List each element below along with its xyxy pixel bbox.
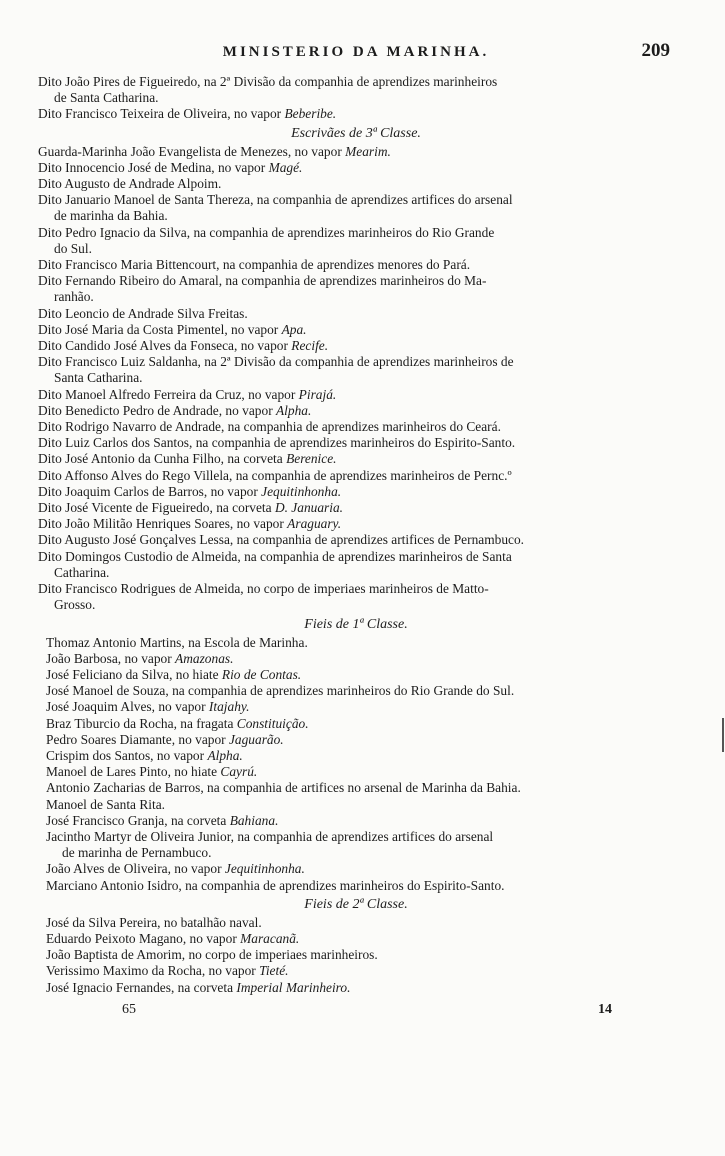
- entry-text: Santa Catharina.: [54, 370, 143, 386]
- vessel-name: Beberibe.: [284, 106, 337, 122]
- vessel-name: Apa.: [281, 321, 307, 337]
- entry-line: [38, 338, 674, 354]
- entry-text: Catharina.: [54, 564, 110, 580]
- page-number: 209: [641, 40, 670, 61]
- entry-line: [38, 419, 674, 435]
- vessel-name: Pirajá.: [298, 386, 337, 402]
- entry-text: Dito Domingos Custodio de Almeida, na companhia de aprendizes marinheiros de Santa: [38, 548, 512, 564]
- entry-continuation: [38, 208, 674, 224]
- entry-text: do Sul.: [54, 240, 92, 256]
- entry-text: Dito Benedicto Pedro de Andrade, no vapor: [38, 402, 276, 418]
- entry-text: Marciano Antonio Isidro, na companhia de aprendizes marinheiros do Espirito-Santo.: [46, 877, 505, 893]
- signature-mark: 65: [122, 1001, 136, 1017]
- entry-text: de marinha de Pernambuco.: [62, 845, 212, 861]
- entry-text: José Francisco Granja, na corveta: [46, 812, 230, 828]
- list-block-fieis-2: [38, 915, 674, 996]
- vessel-name: Alpha.: [276, 402, 312, 418]
- entry-line: [38, 160, 674, 176]
- entry-text: Dito João Militão Henriques Soares, no vapor: [38, 516, 288, 532]
- entry-text: Eduardo Peixoto Magano, no vapor: [46, 930, 241, 946]
- vessel-name: Jaguarão.: [228, 731, 284, 747]
- document-page: [38, 40, 674, 1024]
- entry-text: Grosso.: [54, 597, 96, 613]
- entry-text: Jacintho Martyr de Oliveira Junior, na companhia de aprendizes artifices do arsenal: [46, 828, 494, 844]
- vessel-name: Jequitinhonha.: [224, 861, 305, 877]
- entry-text: Antonio Zacharias de Barros, na companhia de artifices no arsenal de Marinha da Bahia.: [46, 780, 521, 796]
- entry-text: Guarda-Marinha João Evangelista de Menezes, no vapor: [38, 143, 346, 159]
- entry-text: Dito Leoncio de Andrade Silva Freitas.: [38, 305, 248, 321]
- entry-text: José Joaquim Alves, no vapor: [46, 699, 209, 715]
- entry-text: ranhão.: [54, 289, 94, 305]
- entry-line: [46, 764, 674, 780]
- entry-text: Dito Francisco Luiz Saldanha, na 2ª Divisão da companhia de aprendizes marinheiros de: [38, 354, 514, 370]
- vessel-name: Berenice.: [286, 451, 337, 467]
- entry-line: [38, 257, 674, 273]
- entry-text: João Alves de Oliveira, no vapor: [46, 861, 225, 877]
- entry-text: João Barbosa, no vapor: [46, 650, 176, 666]
- entry-line: [38, 273, 674, 289]
- entry-text: Dito Candido José Alves da Fonseca, no vapor: [38, 338, 292, 354]
- entry-line: [38, 516, 674, 532]
- entry-text: de marinha da Bahia.: [54, 208, 168, 224]
- entry-text: Dito Francisco Teixeira de Oliveira, no vapor: [38, 106, 285, 122]
- entry-text: Crispim dos Santos, no vapor: [46, 747, 208, 763]
- entry-line: [46, 667, 674, 683]
- entry-line: [46, 748, 674, 764]
- list-block-1: [38, 74, 674, 123]
- entry-text: Dito Innocencio José de Medina, no vapor: [38, 159, 269, 175]
- entry-continuation: [38, 289, 674, 305]
- vessel-name: D. Januaria.: [274, 500, 344, 516]
- vessel-name: Tieté.: [259, 963, 289, 979]
- entry-continuation: [38, 597, 674, 613]
- entry-line: [38, 468, 674, 484]
- entry-line: [38, 354, 674, 370]
- entry-text: Dito Francisco Rodrigues de Almeida, no corpo de imperiaes marinheiros de Matto-: [38, 581, 489, 597]
- vessel-name: Itajahy.: [208, 699, 250, 715]
- entry-line: [46, 963, 674, 979]
- entry-text: Dito Pedro Ignacio da Silva, na companhia de aprendizes marinheiros do Rio Grande: [38, 224, 495, 240]
- entry-line: [38, 106, 674, 122]
- entry-text: José da Silva Pereira, no batalhão naval.: [46, 914, 262, 930]
- entry-text: Dito João Pires de Figueiredo, na 2ª Divisão da companhia de aprendizes marinheiros: [38, 74, 498, 89]
- entry-text: de Santa Catharina.: [54, 90, 159, 106]
- entry-text: João Baptista de Amorim, no corpo de imperiaes marinheiros.: [46, 947, 378, 963]
- entry-line: [38, 403, 674, 419]
- vessel-name: Maracanã.: [240, 930, 300, 946]
- page-title: MINISTERIO DA MARINHA.: [222, 44, 490, 60]
- entry-text: Thomaz Antonio Martins, na Escola de Marinha.: [46, 634, 308, 650]
- entry-line: [46, 780, 674, 796]
- vessel-name: Cayrú.: [220, 764, 258, 780]
- entry-line: [46, 813, 674, 829]
- entry-line: [46, 683, 674, 699]
- margin-mark: [722, 718, 724, 752]
- entry-line: [46, 635, 674, 651]
- entry-line: [46, 980, 674, 996]
- vessel-name: Araguary.: [287, 516, 342, 532]
- vessel-name: Recife.: [291, 338, 329, 354]
- entry-text: Dito Augusto José Gonçalves Lessa, na companhia de aprendizes artifices de Pernambuco.: [38, 532, 525, 548]
- entry-continuation: [38, 90, 674, 106]
- list-block-escrivaes: [38, 144, 674, 614]
- entry-line: [38, 176, 674, 192]
- vessel-name: Amazonas.: [175, 650, 234, 666]
- entry-text: Dito Januario Manoel de Santa Thereza, na companhia de aprendizes artifices do arsenal: [38, 192, 513, 208]
- entry-line: [46, 915, 674, 931]
- entry-text: Verissimo Maximo da Rocha, no vapor: [46, 963, 260, 979]
- entry-text: José Feliciano da Silva, no hiate: [46, 666, 222, 682]
- entry-text: Manoel de Lares Pinto, no hiate: [46, 764, 221, 780]
- entry-line: [46, 931, 674, 947]
- vessel-name: Jequitinhonha.: [261, 483, 342, 499]
- entry-line: [38, 500, 674, 516]
- entry-text: Dito José Maria da Costa Pimentel, no vapor: [38, 321, 282, 337]
- entry-text: Dito José Antonio da Cunha Filho, na corveta: [38, 451, 287, 467]
- entry-line: [46, 947, 674, 963]
- entry-line: [38, 532, 674, 548]
- entry-text: José Ignacio Fernandes, na corveta: [46, 979, 237, 995]
- entry-text: Dito Augusto de Andrade Alpoim.: [38, 176, 222, 192]
- entry-text: Dito Luiz Carlos dos Santos, na companhia de aprendizes marinheiros do Espirito-Santo.: [38, 435, 516, 451]
- entry-line: [46, 829, 674, 845]
- section-heading-escrivaes: Escrivães de 3ª Classe.: [291, 125, 421, 141]
- vessel-name: Rio de Contas.: [221, 666, 302, 682]
- page-header: [38, 40, 674, 74]
- entry-line: [38, 144, 674, 160]
- entry-text: Dito Joaquim Carlos de Barros, no vapor: [38, 483, 262, 499]
- entry-text: Braz Tiburcio da Rocha, na fragata: [46, 715, 237, 731]
- entry-line: [38, 192, 674, 208]
- entry-line: [38, 435, 674, 451]
- entry-continuation: [46, 845, 674, 861]
- entry-text: Dito Affonso Alves do Rego Villela, na companhia de aprendizes marinheiros de Pernc.º: [38, 467, 512, 483]
- entry-line: [46, 699, 674, 715]
- entry-line: [38, 549, 674, 565]
- entry-continuation: [38, 565, 674, 581]
- entry-text: Dito Manoel Alfredo Ferreira da Cruz, no vapor: [38, 386, 299, 402]
- entry-text: Dito Francisco Maria Bittencourt, na companhia de aprendizes menores do Pará.: [38, 257, 471, 273]
- entry-line: [46, 861, 674, 877]
- entry-line: [46, 732, 674, 748]
- entry-continuation: [38, 370, 674, 386]
- entry-line: [38, 306, 674, 322]
- vessel-name: Imperial Marinheiro.: [236, 979, 351, 995]
- entry-line: [46, 797, 674, 813]
- entry-text: Dito Rodrigo Navarro de Andrade, na companhia de aprendizes marinheiros do Ceará.: [38, 419, 501, 435]
- vessel-name: Alpha.: [207, 747, 243, 763]
- page-footer: [38, 1002, 674, 1024]
- entry-line: [38, 484, 674, 500]
- sheet-number: 14: [598, 1001, 612, 1017]
- entry-line: [46, 651, 674, 667]
- section-heading-fieis-2: Fieis de 2ª Classe.: [304, 896, 408, 912]
- list-block-fieis-1: [38, 635, 674, 894]
- entry-text: Dito José Vicente de Figueiredo, na corveta: [38, 500, 275, 516]
- vessel-name: Bahiana.: [229, 812, 279, 828]
- vessel-name: Magé.: [268, 159, 303, 175]
- entry-continuation: [38, 241, 674, 257]
- entry-text: Dito Fernando Ribeiro do Amaral, na companhia de aprendizes marinheiros do Ma-: [38, 273, 487, 289]
- section-heading-fieis-1: Fieis de 1ª Classe.: [304, 616, 408, 632]
- entry-text: José Manoel de Souza, na companhia de aprendizes marinheiros do Rio Grande do Sul.: [46, 683, 515, 699]
- entry-text: Manoel de Santa Rita.: [46, 796, 165, 812]
- entry-line: [38, 581, 674, 597]
- vessel-name: Mearim.: [345, 143, 391, 159]
- entry-line: [38, 74, 674, 90]
- entry-line: [38, 225, 674, 241]
- vessel-name: Constituição.: [236, 715, 309, 731]
- entry-text: Pedro Soares Diamante, no vapor: [46, 731, 229, 747]
- entry-line: [38, 451, 674, 467]
- entry-line: [38, 322, 674, 338]
- entry-line: [38, 387, 674, 403]
- entry-line: [46, 716, 674, 732]
- entry-line: [46, 878, 674, 894]
